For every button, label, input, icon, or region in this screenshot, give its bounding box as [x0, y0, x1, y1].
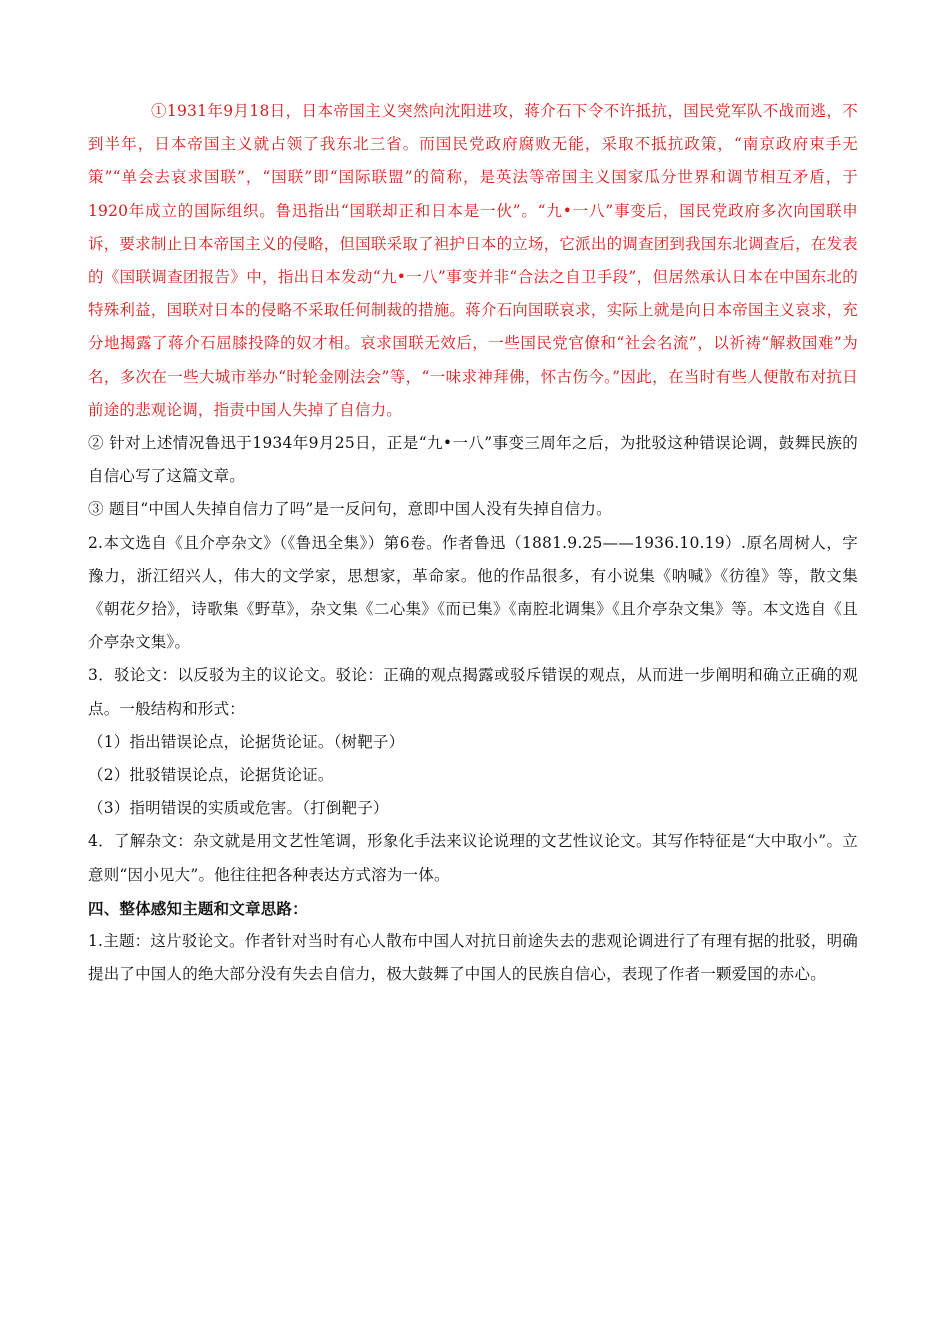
item-circle-2: ② 针对上述情况鲁迅于1934年9月25日，正是“九•一八”事变三周年之后，为批驳这种错误论调，鼓舞民族的自信心写了这篇文章。: [88, 434, 858, 486]
red-annotation-paragraph: ①1931年9月18日，日本帝国主义突然向沈阳进攻，蒋介石下令不许抵抗，国民党军队不战而逃，不到半年，日本帝国主义就占领了我东北三省。而国民党政府腐败无能，采取不抵抗政策，“南京政府束手无策”“单会去哀求国联”，“国联”即“国际联盟”的简称，是英法等帝国主义国家瓜分世界和调节相互矛盾，于1920年成立的国际组织。鲁迅指出“国联却正和日本是一伙”。“九•一八”事变后，国民党政府多次向国联申诉，要求制止日本帝国主义的侵略，但国联采取了袒护日本的立场，它派出的调查团到我国东北调查后，在发表的《国联调查团报告》中，指出日本发动“九•一八”事变并非“合法之自卫手段”，但居然承认日本在中国东北的特殊利益，国联对日本的侵略不采取任何制裁的措施。蒋介石向国联哀求，实际上就是向日本帝国主义哀求，充分地揭露了蒋介石屈膝投降的奴才相。哀求国联无效后，一些国民党官僚和“社会名流”，以祈祷“解救国难”为名，多次在一些大城市举办“时轮金刚法会”等，“一味求神拜佛，怀古伤今。”因此，在当时有些人便散布对抗日前途的悲观论调，指责中国人失掉了自信力。: [88, 102, 858, 419]
item-source-author: 2.本文选自《且介亭杂文》（《鲁迅全集》）第6卷。作者鲁迅（1881.9.25——1936.10.19）.原名周树人，字豫力，浙江绍兴人，伟大的文学家，思想家，革命家。他的作品很多，有小说集《呐喊》《彷徨》等，散文集《朝花夕拾》，诗歌集《野草》，杂文集《二心集》《而已集》《南腔北调集》《且介亭杂文集》等。本文选自《且介亭杂文集》。: [88, 533, 858, 652]
item-structure-2: （2）批驳错误论点，论据货论证。: [88, 766, 334, 785]
item-zawen: 4．了解杂文：杂文就是用文艺性笔调，形象化手法来议论说理的文艺性议论文。其写作特征是“大中取小”。立意则“因小见大”。他往往把各种表达方式溶为一体。: [88, 832, 858, 884]
theme-paragraph: 1.主题：这片驳论文。作者针对当时有心人散布中国人对抗日前途失去的悲观论调进行了有理有据的批驳，明确提出了中国人的绝大部分没有失去自信力，极大鼓舞了中国人的民族自信心，表现了作者一颗爱国的赤心。: [88, 932, 858, 984]
item-refutation-definition: 3．驳论文：以反驳为主的议论文。驳论：正确的观点揭露或驳斥错误的观点，从而进一步阐明和确立正确的观点。一般结构和形式：: [88, 666, 858, 718]
section-heading: 四、整体感知主题和文章思路：: [88, 898, 308, 918]
item-structure-3: （3）指明错误的实质或危害。（打倒靶子）: [88, 799, 389, 818]
item-circle-3: ③ 题目“中国人失掉自信力了吗”是一反问句，意即中国人没有失掉自信力。: [88, 500, 612, 519]
document-page: [88, 95, 858, 991]
item-structure-1: （1）指出错误论点，论据货论证。（树靶子）: [88, 732, 405, 751]
